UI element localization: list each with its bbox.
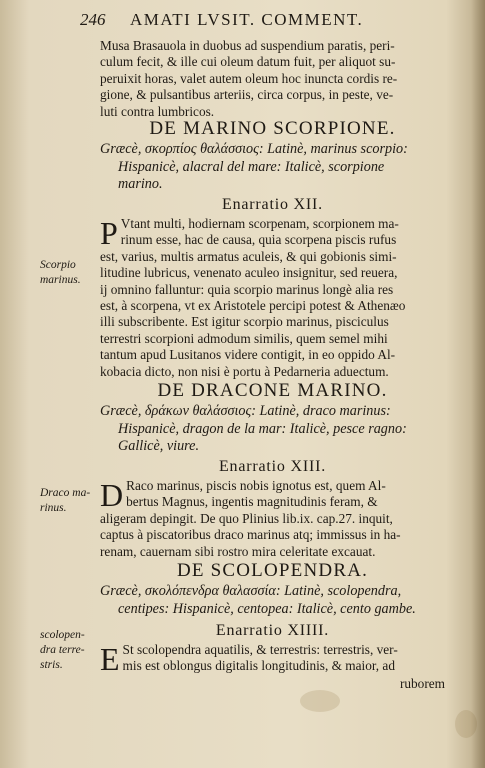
text-line: luti contra lumbricos.: [100, 103, 215, 119]
text-line: litudine lubricus, venenato aculeo insignitur, sed reuera,: [100, 265, 398, 281]
paper-stain: [300, 690, 340, 712]
text-line: rinum esse, hac de causa, quia scorpena piscis rufus: [120, 232, 397, 248]
names-line: Hispanicè, alacral del mare: Italicè, scorpione: [118, 158, 385, 175]
body-paragraph-scolopendra: [100, 642, 445, 675]
names-line: Græcè, δράκων θαλάσσιος: Latinè, draco marinus:: [100, 403, 391, 419]
section-heading-draco: DE DRACONE MARINO.: [157, 380, 388, 401]
margin-note-line: rinus.: [40, 502, 67, 514]
enarratio-label: Enarratio XIII.: [218, 458, 327, 475]
margin-note-draco: [40, 486, 98, 516]
text-line: terrestri scorpioni admodum similis, quem semel mihi: [100, 330, 388, 346]
text-line: est, varius, multis armatus aculeis, & qui gobionis simi-: [100, 248, 397, 264]
text-line: bertus Magnus, ingentis magnitudinis feram, &: [126, 494, 378, 510]
text-line: Musa Brasauola in duobus ad suspendium paratis, peri-: [100, 38, 395, 53]
text-line: Raco marinus, piscis nobis ignotus est, quem Al-: [126, 478, 386, 493]
drop-cap: D: [100, 477, 124, 513]
text-line: St scolopendra aquatilis, & terrestris: terrestris, ver-: [122, 642, 398, 657]
text-line: peruixit horas, valet autem oleum hoc inuncta cordis re-: [100, 70, 398, 86]
names-line: Gallicè, viure.: [118, 438, 200, 454]
text-line: kobacia dicto, non nisi è portu à Pedarneria aduectum.: [100, 363, 389, 379]
vernacular-names-draco: [100, 403, 445, 456]
drop-cap: P: [100, 215, 118, 251]
body-paragraph-draco: [100, 478, 445, 560]
text-line: mis est oblongus digitalis longitudinis, & maior, ad: [122, 658, 395, 674]
page-number: 246: [80, 10, 106, 29]
text-line: renam, cauernam sibi rostro mira celeritate excauat.: [100, 543, 376, 559]
section-heading-scorpio: DE MARINO SCORPIONE.: [149, 118, 396, 139]
body-paragraph-scorpio: [100, 216, 445, 380]
enarratio-label: Enarratio XIIII.: [215, 622, 330, 639]
continuation-paragraph: [100, 38, 445, 120]
paper-stain: [455, 710, 477, 738]
margin-note-scolopendra: [40, 628, 98, 673]
names-line: marino.: [118, 176, 163, 192]
text-line: gione, & pulsantibus arteriis, circa corpus, in peste, ve-: [100, 87, 394, 103]
catchword: ruborem: [399, 676, 445, 691]
text-line: culum fecit, & ille cui oleum datum fuit, per aliquot su-: [100, 54, 396, 70]
vernacular-names-scorpio: [100, 141, 445, 194]
running-header: [80, 10, 440, 34]
margin-note-line: Scorpio: [40, 259, 76, 271]
text-line: captus à piscatoribus draco marinus atq; immissus in ha-: [100, 527, 401, 543]
margin-note-line: scolopen-: [40, 629, 85, 641]
text-line: tantum apud Lusitanos videre contigit, in eo oppido Al-: [100, 347, 396, 363]
vernacular-names-scolopendra: [100, 583, 445, 618]
drop-cap: E: [100, 641, 120, 677]
enarratio-label: Enarratio XII.: [222, 196, 323, 213]
margin-note-line: Draco ma-: [40, 487, 91, 499]
text-line: ij omnino falluntur: quia scorpio marinus longè alia res: [100, 281, 394, 297]
margin-note-scorpio: [40, 258, 98, 288]
names-line: Græcè, σκολόπενδρα θαλασσία: Latinè, scolopendra,: [100, 583, 402, 599]
text-line: est, à scorpena, vt ex Aristotele percipi potest & Athenæo: [100, 298, 406, 314]
names-line: centipes: Hispanicè, centopea: Italicè, cento gambe.: [118, 600, 416, 617]
section-heading-scolopendra: DE SCOLOPENDRA.: [176, 560, 369, 581]
margin-note-line: dra terre-: [40, 644, 85, 656]
margin-note-line: stris.: [40, 659, 63, 671]
text-line: aligeram depingit. De quo Plinius lib.ix. cap.27. inquit,: [100, 510, 393, 526]
margin-note-line: marinus.: [40, 274, 81, 286]
names-line: Græcè, σκορπίος θαλάσσιος: Latinè, marinus scorpio:: [100, 141, 408, 157]
text-line: illi subscribente. Est igitur scorpio marinus, pisciculus: [100, 314, 389, 330]
text-line: Vtant multi, hodiernam scorpenam, scorpionem ma-: [120, 216, 399, 231]
running-title: AMATI LVSIT. COMMENT.: [130, 10, 364, 29]
names-line: Hispanicè, dragon de la mar: Italicè, pesce ragno:: [118, 420, 407, 437]
